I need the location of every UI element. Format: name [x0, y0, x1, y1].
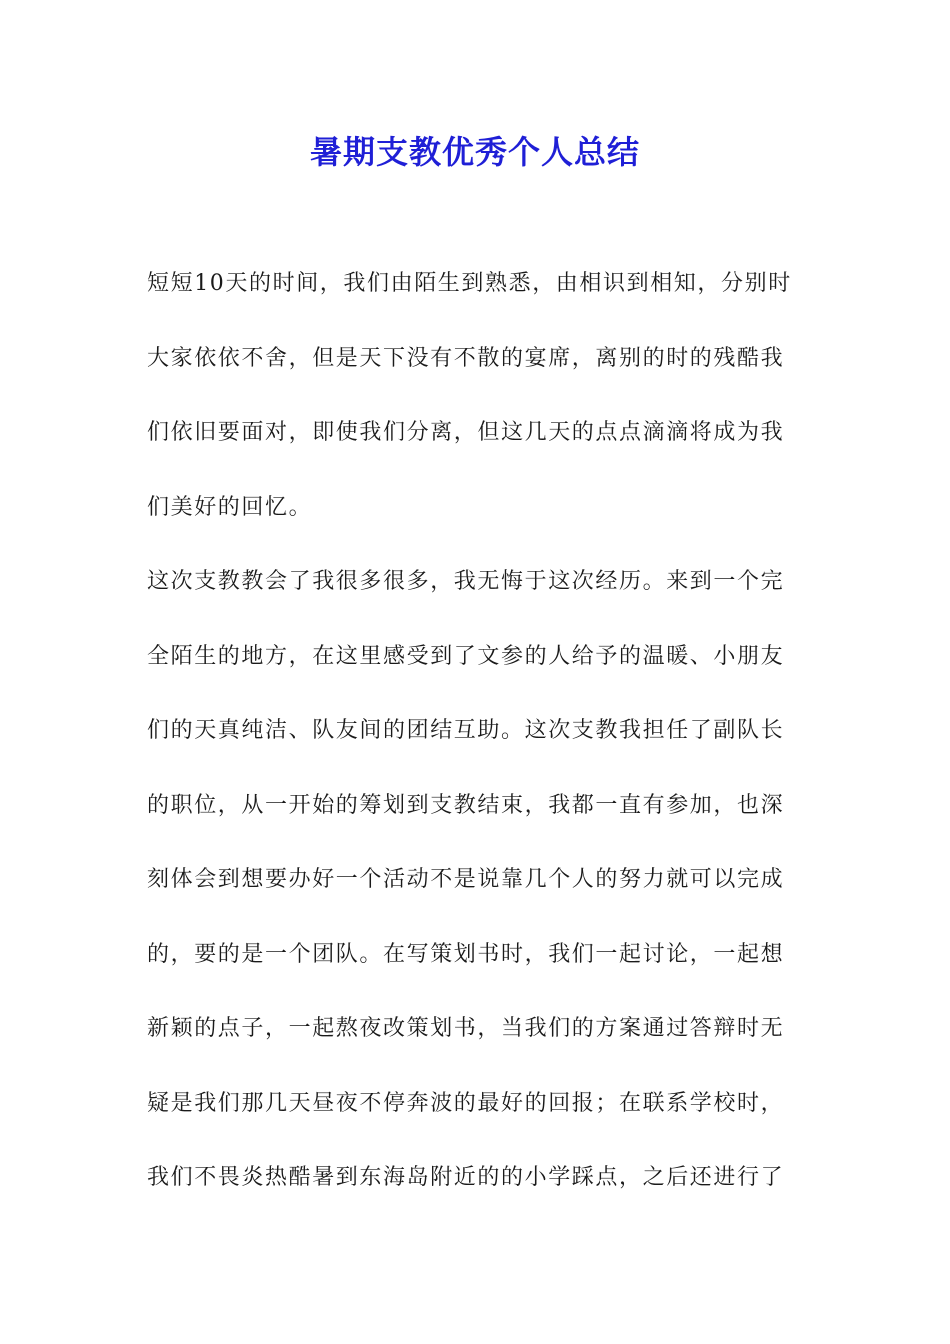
- body-line: 新颖的点子，一起熬夜改策划书，当我们的方案通过答辩时无: [147, 1016, 785, 1041]
- body-line: 全陌生的地方，在这里感受到了文参的人给予的温暖、小朋友: [147, 643, 785, 669]
- document-title: 暑期支教优秀个人总结: [309, 133, 640, 171]
- body-line: 的职位，从一开始的筹划到支教结束，我都一直有参加，也深: [147, 792, 785, 818]
- body-line: 疑是我们那几天昼夜不停奔波的最好的回报；在联系学校时，: [147, 1090, 785, 1116]
- body-line: 刻体会到想要办好一个活动不是说靠几个人的努力就可以完成: [147, 867, 785, 892]
- body-line: 们美好的回忆。: [147, 494, 313, 520]
- document-body: [147, 262, 807, 1231]
- body-line: 们依旧要面对，即使我们分离，但这几天的点点滴滴将成为我: [147, 420, 785, 445]
- body-line: 大家依依不舍，但是天下没有不散的宴席，离别的时的残酷我: [147, 345, 785, 371]
- body-line: 这次支教教会了我很多很多，我无悔于这次经历。来到一个完: [147, 569, 785, 594]
- body-line: 的，要的是一个团队。在写策划书时，我们一起讨论，一起想: [147, 941, 785, 967]
- body-line: 短短10天的时间，我们由陌生到熟悉，由相识到相知，分别时: [147, 271, 792, 296]
- body-line: 我们不畏炎热酷暑到东海岛附近的的小学踩点，之后还进行了: [147, 1165, 785, 1190]
- body-line: 们的天真纯洁、队友间的团结互助。这次支教我担任了副队长: [147, 718, 785, 743]
